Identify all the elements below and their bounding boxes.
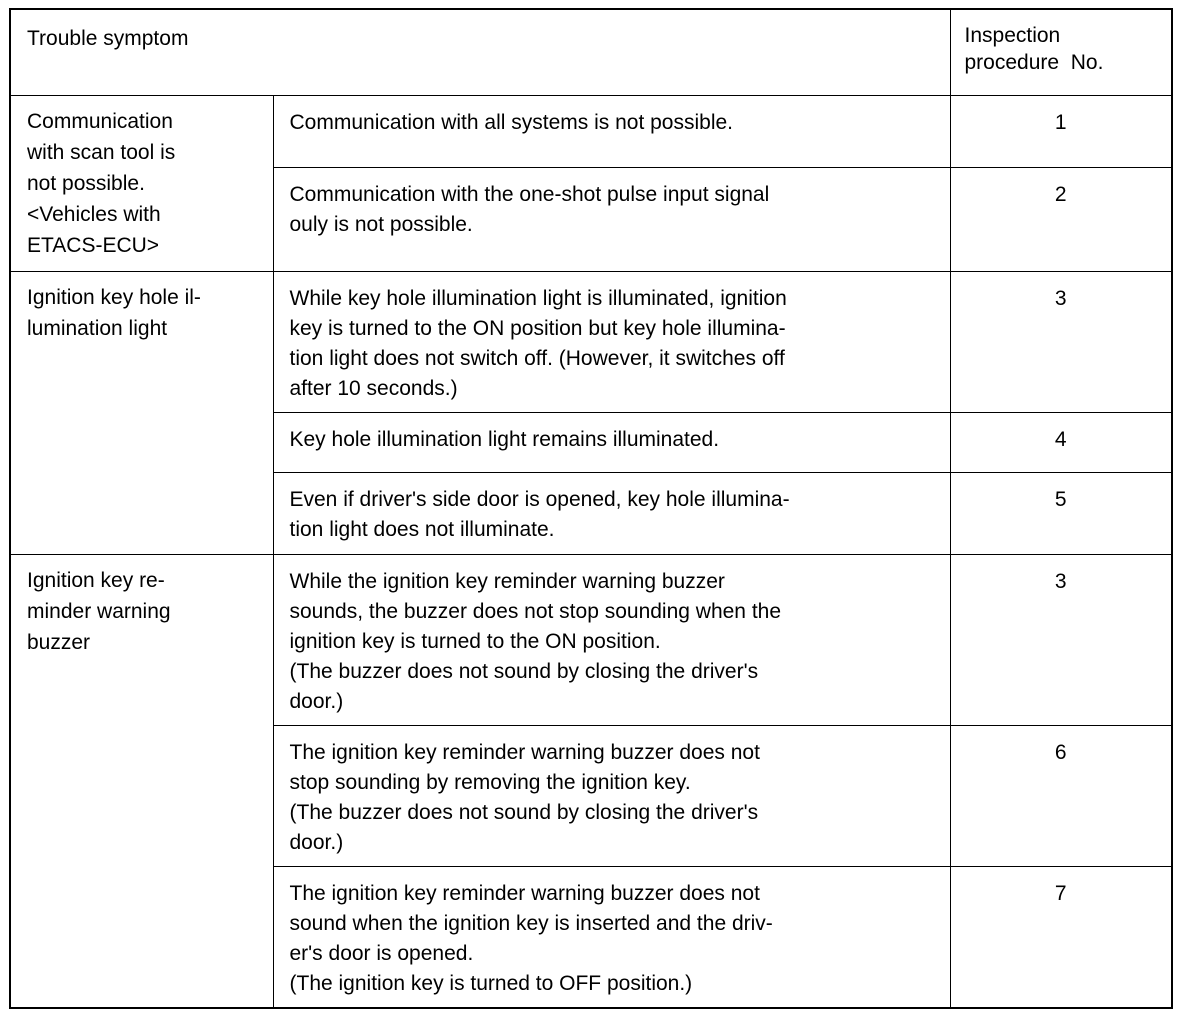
header-inspection-line1: Inspection xyxy=(964,24,1061,47)
table-row xyxy=(10,95,1172,167)
table-row xyxy=(10,271,1172,412)
symptom-cell: The ignition key reminder warning buzzer does not sound when the ignition key is inserted and the driv- er's door is opened. (The ignition key is turned to OFF position.) xyxy=(273,866,950,1008)
header-inspection-procedure-no xyxy=(950,9,1172,95)
header-inspection-line2: procedure No. xyxy=(964,51,1104,74)
procedure-number: 3 xyxy=(950,554,1172,725)
trouble-symptom-document xyxy=(9,8,1173,1009)
symptom-cell: While key hole illumination light is illuminated, ignition key is turned to the ON position but key hole illumina- tion light does not switch off. (However, it switches off after 10 seconds.) xyxy=(273,271,950,412)
procedure-number: 3 xyxy=(950,271,1172,412)
procedure-number: 6 xyxy=(950,725,1172,866)
procedure-number: 5 xyxy=(950,472,1172,554)
category-key-reminder-buzzer: Ignition key re- minder warning buzzer xyxy=(10,554,273,1008)
symptom-cell: While the ignition key reminder warning buzzer sounds, the buzzer does not stop sounding when the ignition key is turned to the ON position. (The buzzer does not sound by closing the driver's door.) xyxy=(273,554,950,725)
symptom-cell: The ignition key reminder warning buzzer does not stop sounding by removing the ignition key. (The buzzer does not sound by closing the driver's door.) xyxy=(273,725,950,866)
procedure-number: 2 xyxy=(950,167,1172,271)
procedure-number: 4 xyxy=(950,412,1172,472)
category-key-hole-light: Ignition key hole il- lumination light xyxy=(10,271,273,554)
symptom-cell: Even if driver's side door is opened, key hole illumina- tion light does not illuminate. xyxy=(273,472,950,554)
table-row xyxy=(10,554,1172,725)
category-communication: Communication with scan tool is not possible. <Vehicles with ETACS-ECU> xyxy=(10,95,273,271)
header-trouble-symptom: Trouble symptom xyxy=(10,9,950,95)
symptom-cell: Key hole illumination light remains illuminated. xyxy=(273,412,950,472)
header-row xyxy=(10,9,1172,95)
procedure-number: 7 xyxy=(950,866,1172,1008)
symptom-cell: Communication with the one-shot pulse input signal ouly is not possible. xyxy=(273,167,950,271)
symptom-cell: Communication with all systems is not possible. xyxy=(273,95,950,167)
trouble-symptom-table xyxy=(9,8,1173,1009)
procedure-number: 1 xyxy=(950,95,1172,167)
